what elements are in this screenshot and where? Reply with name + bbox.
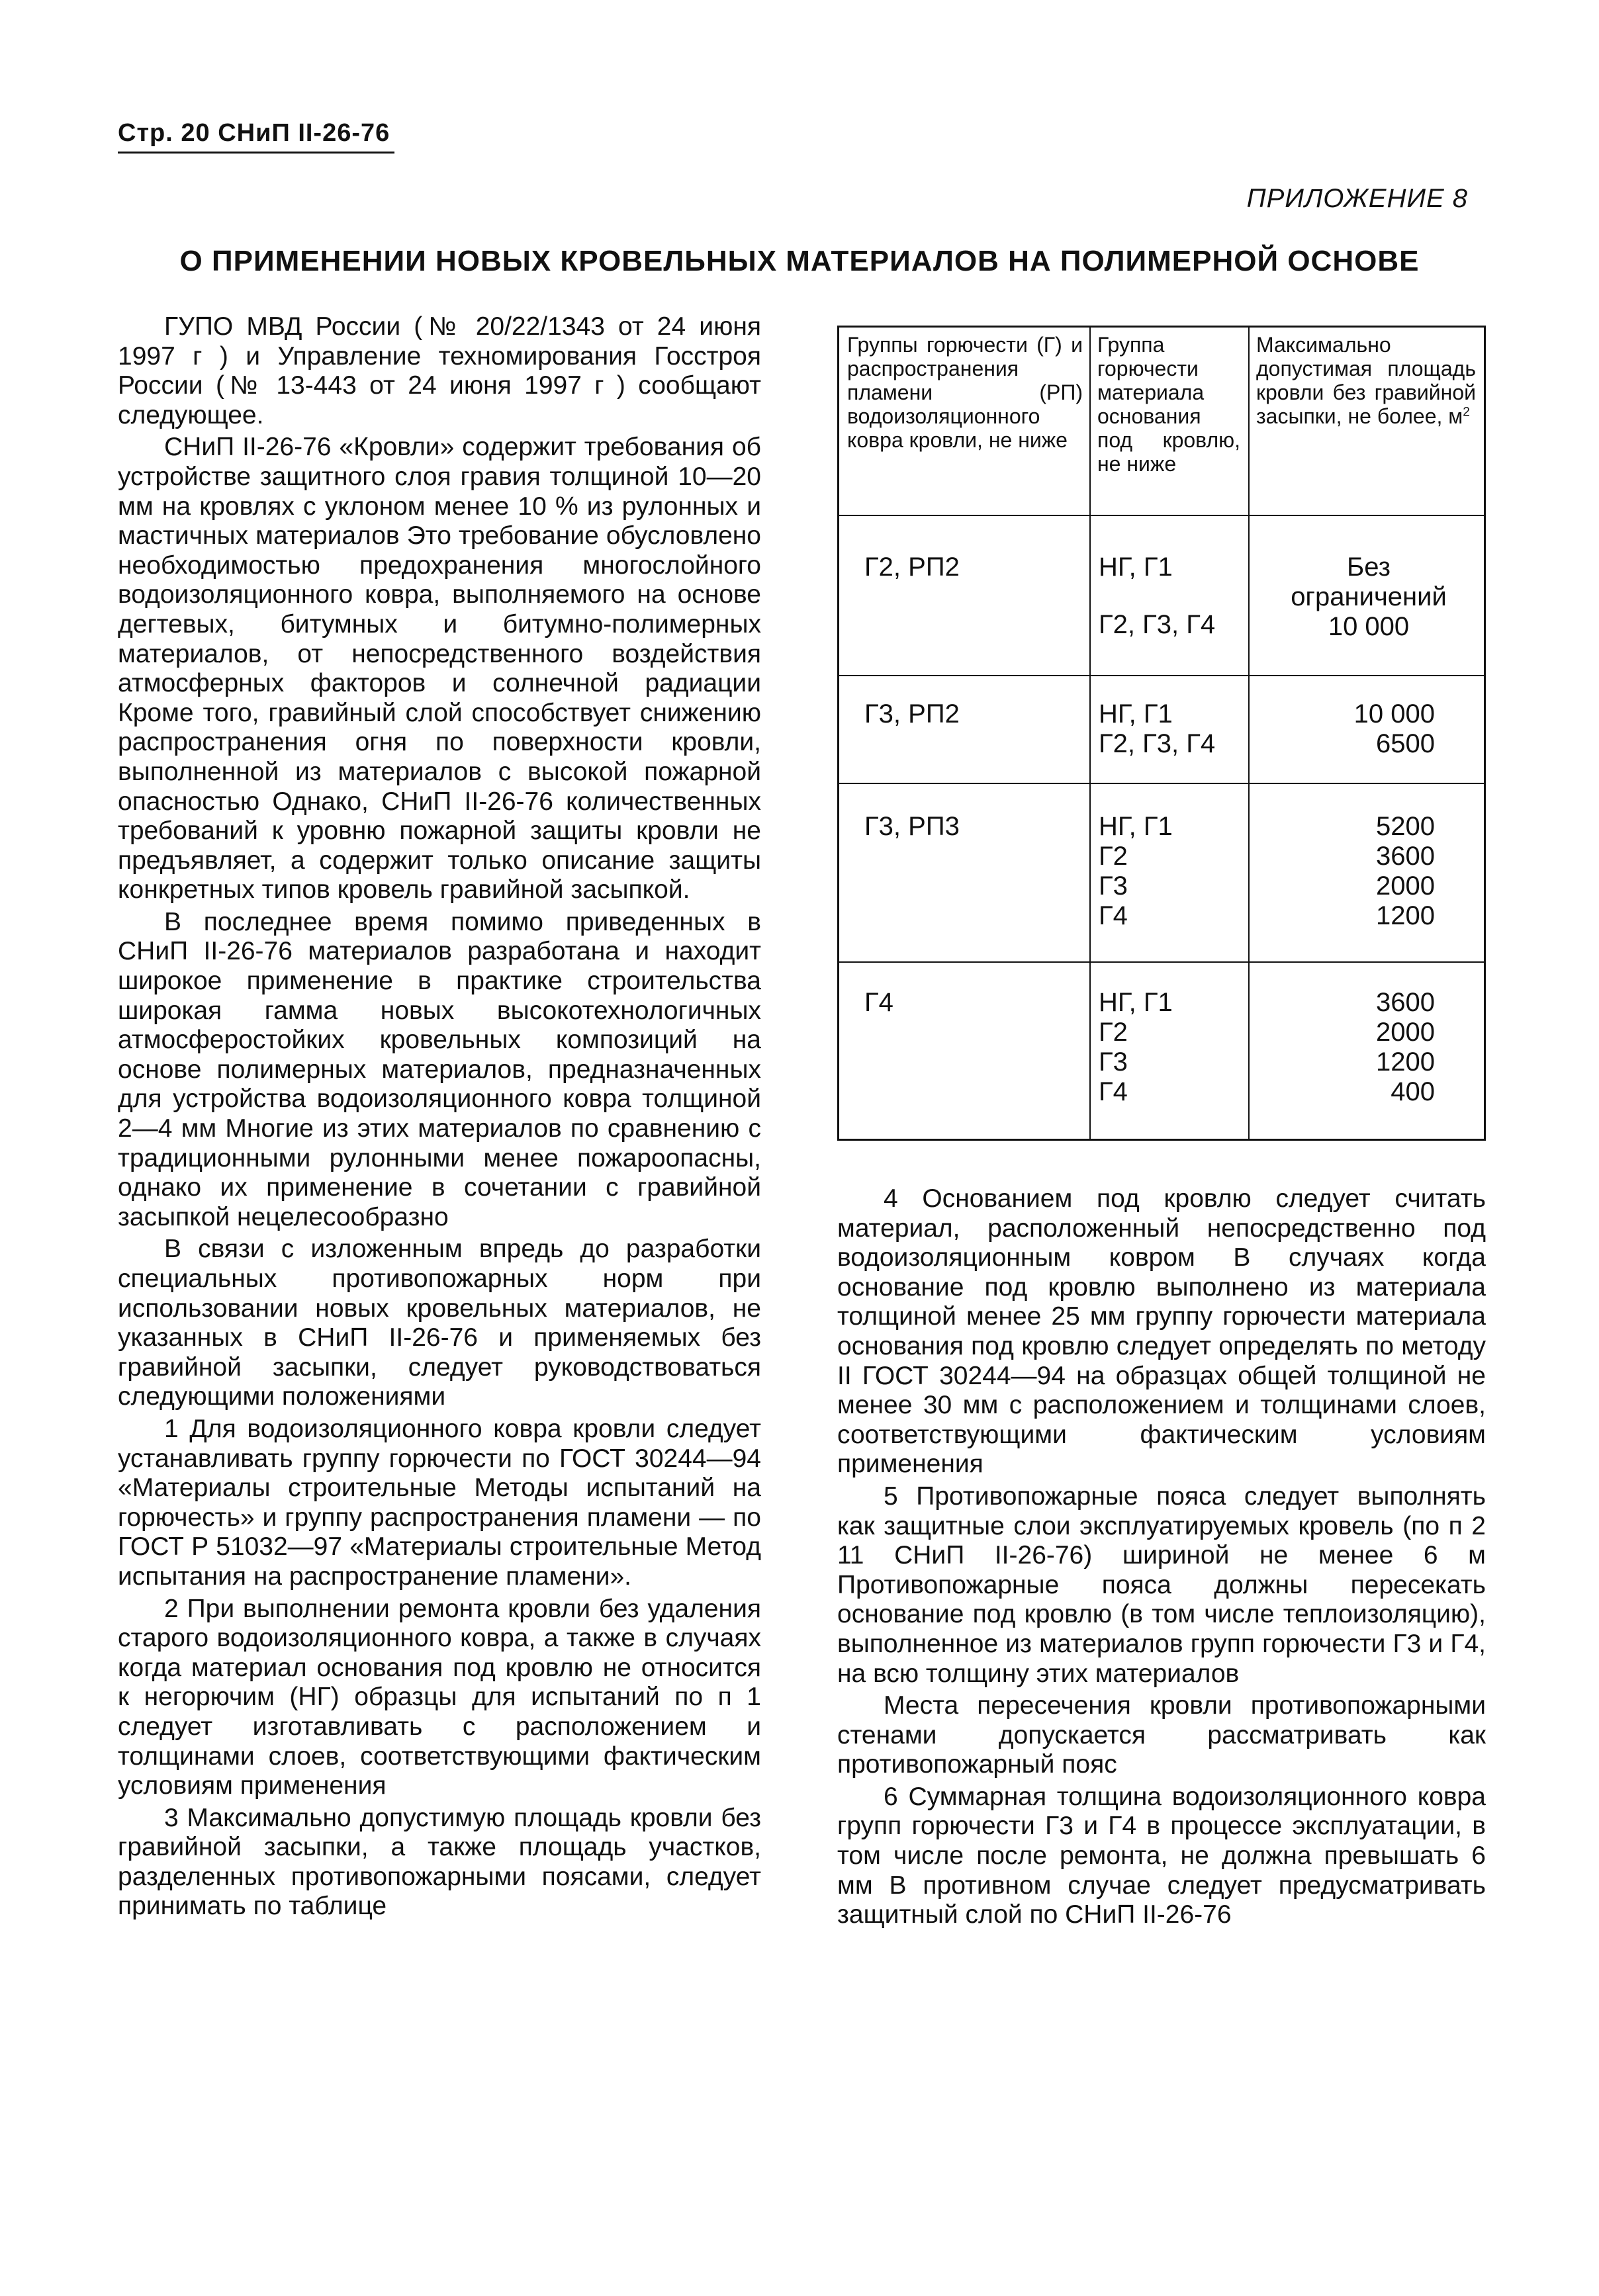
table-divider xyxy=(839,783,1484,784)
paragraph: ГУПО МВД России (№ 20/22/1343 от 24 июня 1997 г ) и Управление техномирования Госстроя России (№ 13-443 от 24 июня 1997 г ) сообщают следующее. xyxy=(118,312,761,429)
table-divider xyxy=(1089,328,1091,1139)
table-cell-base: НГ, Г1 Г2, Г3, Г4 xyxy=(1099,552,1216,639)
paragraph: 1 Для водоизоляционного ковра кровли следует устанавливать группу горючести по ГОСТ 30244—94 «Материалы строительные Методы испытаний на горючесть» и группу распространения пламени — по ГОСТ Р 51032—97 «Материалы строительные Метод испытания на распространение пламени». xyxy=(118,1414,761,1591)
table-cell-area: 10 000 6500 xyxy=(1353,699,1435,758)
table-cell-area: 3600 2000 1200 400 xyxy=(1376,988,1435,1106)
table-divider xyxy=(839,675,1484,676)
paragraph: 4 Основанием под кровлю следует считать материал, расположенный непосредственно под водоизоляционным ковром В случаях когда основание под кровлю выполнено из материала толщиной менее 25 мм группу горючести материала основания под кровлю следует определять по методу II ГОСТ 30244—94 на образцах общей толщиной не менее 30 мм с расположением и толщинами слоев, соответствующими фактическим условиям применения xyxy=(837,1184,1486,1479)
right-column xyxy=(837,1184,1486,1930)
table-cell-base: НГ, Г1 Г2 Г3 Г4 xyxy=(1099,812,1173,930)
table-header-cell: Максимально допустимая площадь кровли без гравийной засыпки, не более, $м^2$ xyxy=(1256,333,1476,428)
table-cell-base: НГ, Г1 Г2 Г3 Г4 xyxy=(1099,988,1173,1106)
table-cell-group: Г2, РП2 xyxy=(864,552,960,582)
paragraph: 6 Суммарная толщина водоизоляционного ковра групп горючести Г3 и Г4 в процессе эксплуатации, в том числе после ремонта, не должна превышать 6 мм В противном случае следует предусматривать защитный слой по СНиП II-26-76 xyxy=(837,1782,1486,1929)
left-column xyxy=(118,312,761,1921)
document-title: О ПРИМЕНЕНИИ НОВЫХ КРОВЕЛЬНЫХ МАТЕРИАЛОВ НА ПОЛИМЕРНОЙ ОСНОВЕ xyxy=(179,245,1420,277)
table-header-cell: Группы горючести (Г) и распространения пламени (РП) водоизоляционного ковра кровли, не ниже xyxy=(847,333,1083,452)
paragraph: СНиП II-26-76 «Кровли» содержит требования об устройстве защитного слоя гравия толщиной 10—20 мм на кровлях с уклоном менее 10 % из рулонных и мастичных материалов Это требование обусловлено необходимостью предохранения многослойного водоизоляционного ковра, выполняемого на основе дегтевых, битумных и битумно-полимерных материалов, от непосредственного воздействия атмосферных факторов и солнечной радиации Кроме того, гравийный слой способствует снижению распространения огня по поверхности кровли, выполненной из материалов с высокой пожарной опасностью Однако, СНиП II-26-76 количественных требований к уровню пожарной защиты кровли не предъявляет, а содержит только описание защиты конкретных типов кровель гравийной засыпкой. xyxy=(118,433,761,905)
fire-area-table xyxy=(837,326,1486,1141)
table-cell-group: Г4 xyxy=(864,988,893,1017)
appendix-label: ПРИЛОЖЕНИЕ 8 xyxy=(1246,184,1468,213)
table-cell-group: Г3, РП3 xyxy=(864,812,960,841)
table-cell-base: НГ, Г1 Г2, Г3, Г4 xyxy=(1099,699,1216,758)
paragraph: 2 При выполнении ремонта кровли без удаления старого водоизоляционного ковра, а также в случаях когда материал основания под кровлю не относится к негорючим (НГ) образцы для испытаний по п 1 следует изготавливать с расположением и толщинами слоев, соответствующими фактическим условиям применения xyxy=(118,1594,761,1800)
table-cell-area: Без ограничений 10 000 xyxy=(1291,552,1447,641)
table-divider xyxy=(839,515,1484,516)
table-header-cell: Группа горючести материала основания под кровлю, не ниже xyxy=(1097,333,1240,476)
paragraph: 5 Противопожарные пояса следует выполнять как защитные слои эксплуатируемых кровель (по п 2 11 СНиП II-26-76) шириной не менее 6 м Противопожарные пояса должны пересекать основание под кровлю (в том числе теплоизоляцию), выполненное из материалов групп горючести Г3 и Г4, на всю толщину этих материалов xyxy=(837,1481,1486,1688)
table-cell-group: Г3, РП2 xyxy=(864,699,960,729)
paragraph: Места пересечения кровли противопожарными стенами допускается рассматривать как противопожарный пояс xyxy=(837,1691,1486,1779)
paragraph: В связи с изложенным впредь до разработки специальных противопожарных норм при использовании новых кровельных материалов, не указанных в СНиП II-26-76 и применяемых без гравийной засыпки, следует руководствоваться следующими положениями xyxy=(118,1235,761,1411)
table-cell-area: 5200 3600 2000 1200 xyxy=(1376,812,1435,930)
page-header: Стр. 20 СНиП II-26-76 xyxy=(118,119,394,154)
paragraph: 3 Максимально допустимую площадь кровли без гравийной засыпки, а также площадь участков, разделенных противопожарными поясами, следует принимать по таблице xyxy=(118,1803,761,1921)
table-divider xyxy=(839,961,1484,963)
paragraph: В последнее время помимо приведенных в СНиП II-26-76 материалов разработана и находит широкое применение в практике строительства широкая гамма новых высокотехнологичных атмосферостойких кровельных композиций на основе полимерных материалов, предназначенных для устройства водоизоляционного ковра толщиной 2—4 мм Многие из этих материалов по сравнению с традиционными рулонными менее пожароопасны, однако их применение в сочетании с гравийной засыпкой нецелесообразно xyxy=(118,907,761,1231)
table-divider xyxy=(1248,328,1250,1139)
